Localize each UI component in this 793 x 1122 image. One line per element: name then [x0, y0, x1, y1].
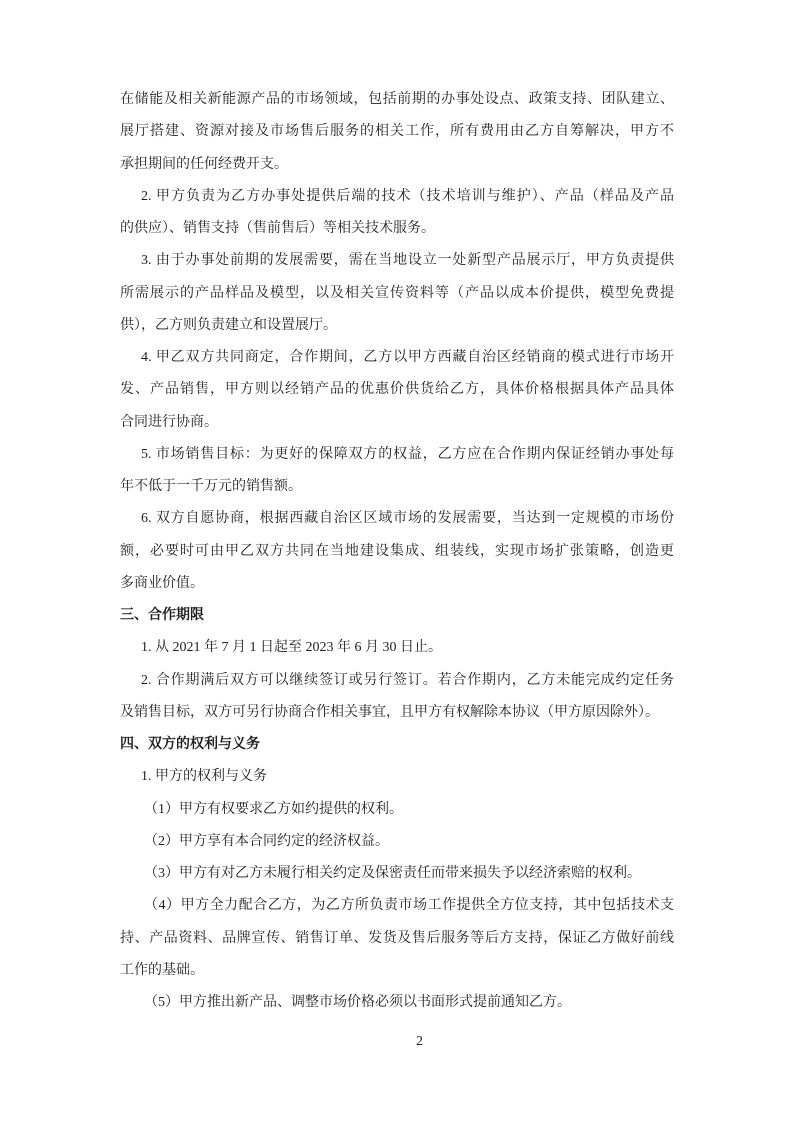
paragraph-line: 年不低于一千万元的销售额。 — [120, 479, 302, 494]
clause-6-line: 6. 双方自愿协商，根据西藏自治区区域市场的发展需要，当达到一定规模的市场份 — [141, 511, 674, 527]
term-clause-1-line: 1. 从 2021 年 7 月 1 日起至 2023 年 6 月 30 日止。 — [141, 640, 442, 656]
clause-5-line: 5. 市场销售目标：为更好的保障双方的权益，乙方应在合作期内保证经销办事处每 — [141, 446, 674, 462]
section-heading-3: 三、合作期限 — [120, 608, 204, 623]
paragraph-line: 额，必要时可由甲乙双方共同在当地建设集成、组装线，实现市场扩张策略，创造更 — [120, 543, 674, 559]
paragraph-line: 在储能及相关新能源产品的市场领域，包括前期的办事处设点、政策支持、团队建立、 — [120, 92, 674, 107]
subclause-3-line: （3）甲方有对乙方未履行相关约定及保密责任而带来损失予以经济索赔的权利。 — [144, 866, 641, 881]
paragraph-line: 及销售目标，双方可另行协商合作相关事宜，且甲方有权解除本协议（甲方原因除外）。 — [120, 704, 659, 720]
term-clause-2-line: 2. 合作期满后双方可以继续签订或另行签订。若合作期内，乙方未能完成约定任务 — [141, 672, 674, 688]
paragraph-line: 展厅搭建、资源对接及市场售后服务的相关工作，所有费用由乙方自筹解决，甲方不 — [120, 124, 674, 140]
paragraph-line: 多商业价值。 — [120, 575, 204, 591]
paragraph-line: 持、产品资料、品牌宣传、销售订单、发货及售后服务等后方支持，保证乙方做好前线 — [120, 930, 674, 946]
paragraph-line: 工作的基础。 — [120, 962, 204, 978]
paragraph-line: 的供应）、销售支持（售前售后）等相关技术服务。 — [120, 221, 435, 236]
clause-2-line: 2. 甲方负责为乙方办事处提供后端的技术（技术培训与维护）、产品（样品及产品 — [141, 188, 674, 204]
paragraph-line: 发、产品销售，甲方则以经销产品的优惠价供货给乙方，具体价格根据具体产品具体 — [120, 382, 674, 398]
clause-4-line: 4. 甲乙双方共同商定，合作期间，乙方以甲方西藏自治区经销商的模式进行市场开 — [141, 350, 674, 365]
paragraph-line: 供），乙方则负责建立和设置展厅。 — [120, 317, 337, 333]
paragraph-line: 承担期间的任何经费开支。 — [120, 156, 288, 172]
subclause-4-line: （4）甲方全力配合乙方，为乙方所负责市场工作提供全方位支持，其中包括技术支 — [144, 898, 674, 914]
section-heading-4: 四、双方的权利与义务 — [120, 737, 260, 752]
paragraph-line: 所需展示的产品样品及模型，以及相关宣传资料等（产品以成本价提供，模型免费提 — [120, 285, 674, 301]
subclause-1-line: （1）甲方有权要求乙方如约提供的权利。 — [144, 801, 403, 817]
contract-text-block — [120, 84, 674, 1019]
paragraph-line: 合同进行协商。 — [120, 414, 218, 430]
subclause-2-line: （2）甲方享有本合同约定的经济权益。 — [144, 833, 389, 849]
rights-clause-1-line: 1. 甲方的权利与义务 — [141, 769, 267, 785]
subclause-5-line: （5）甲方推出新产品、调整市场价格必须以书面形式提前通知乙方。 — [144, 995, 571, 1010]
clause-3-line: 3. 由于办事处前期的发展需要，需在当地设立一处新型产品展示厅，甲方负责提供 — [141, 253, 674, 269]
page-number: 2 — [416, 1034, 423, 1049]
